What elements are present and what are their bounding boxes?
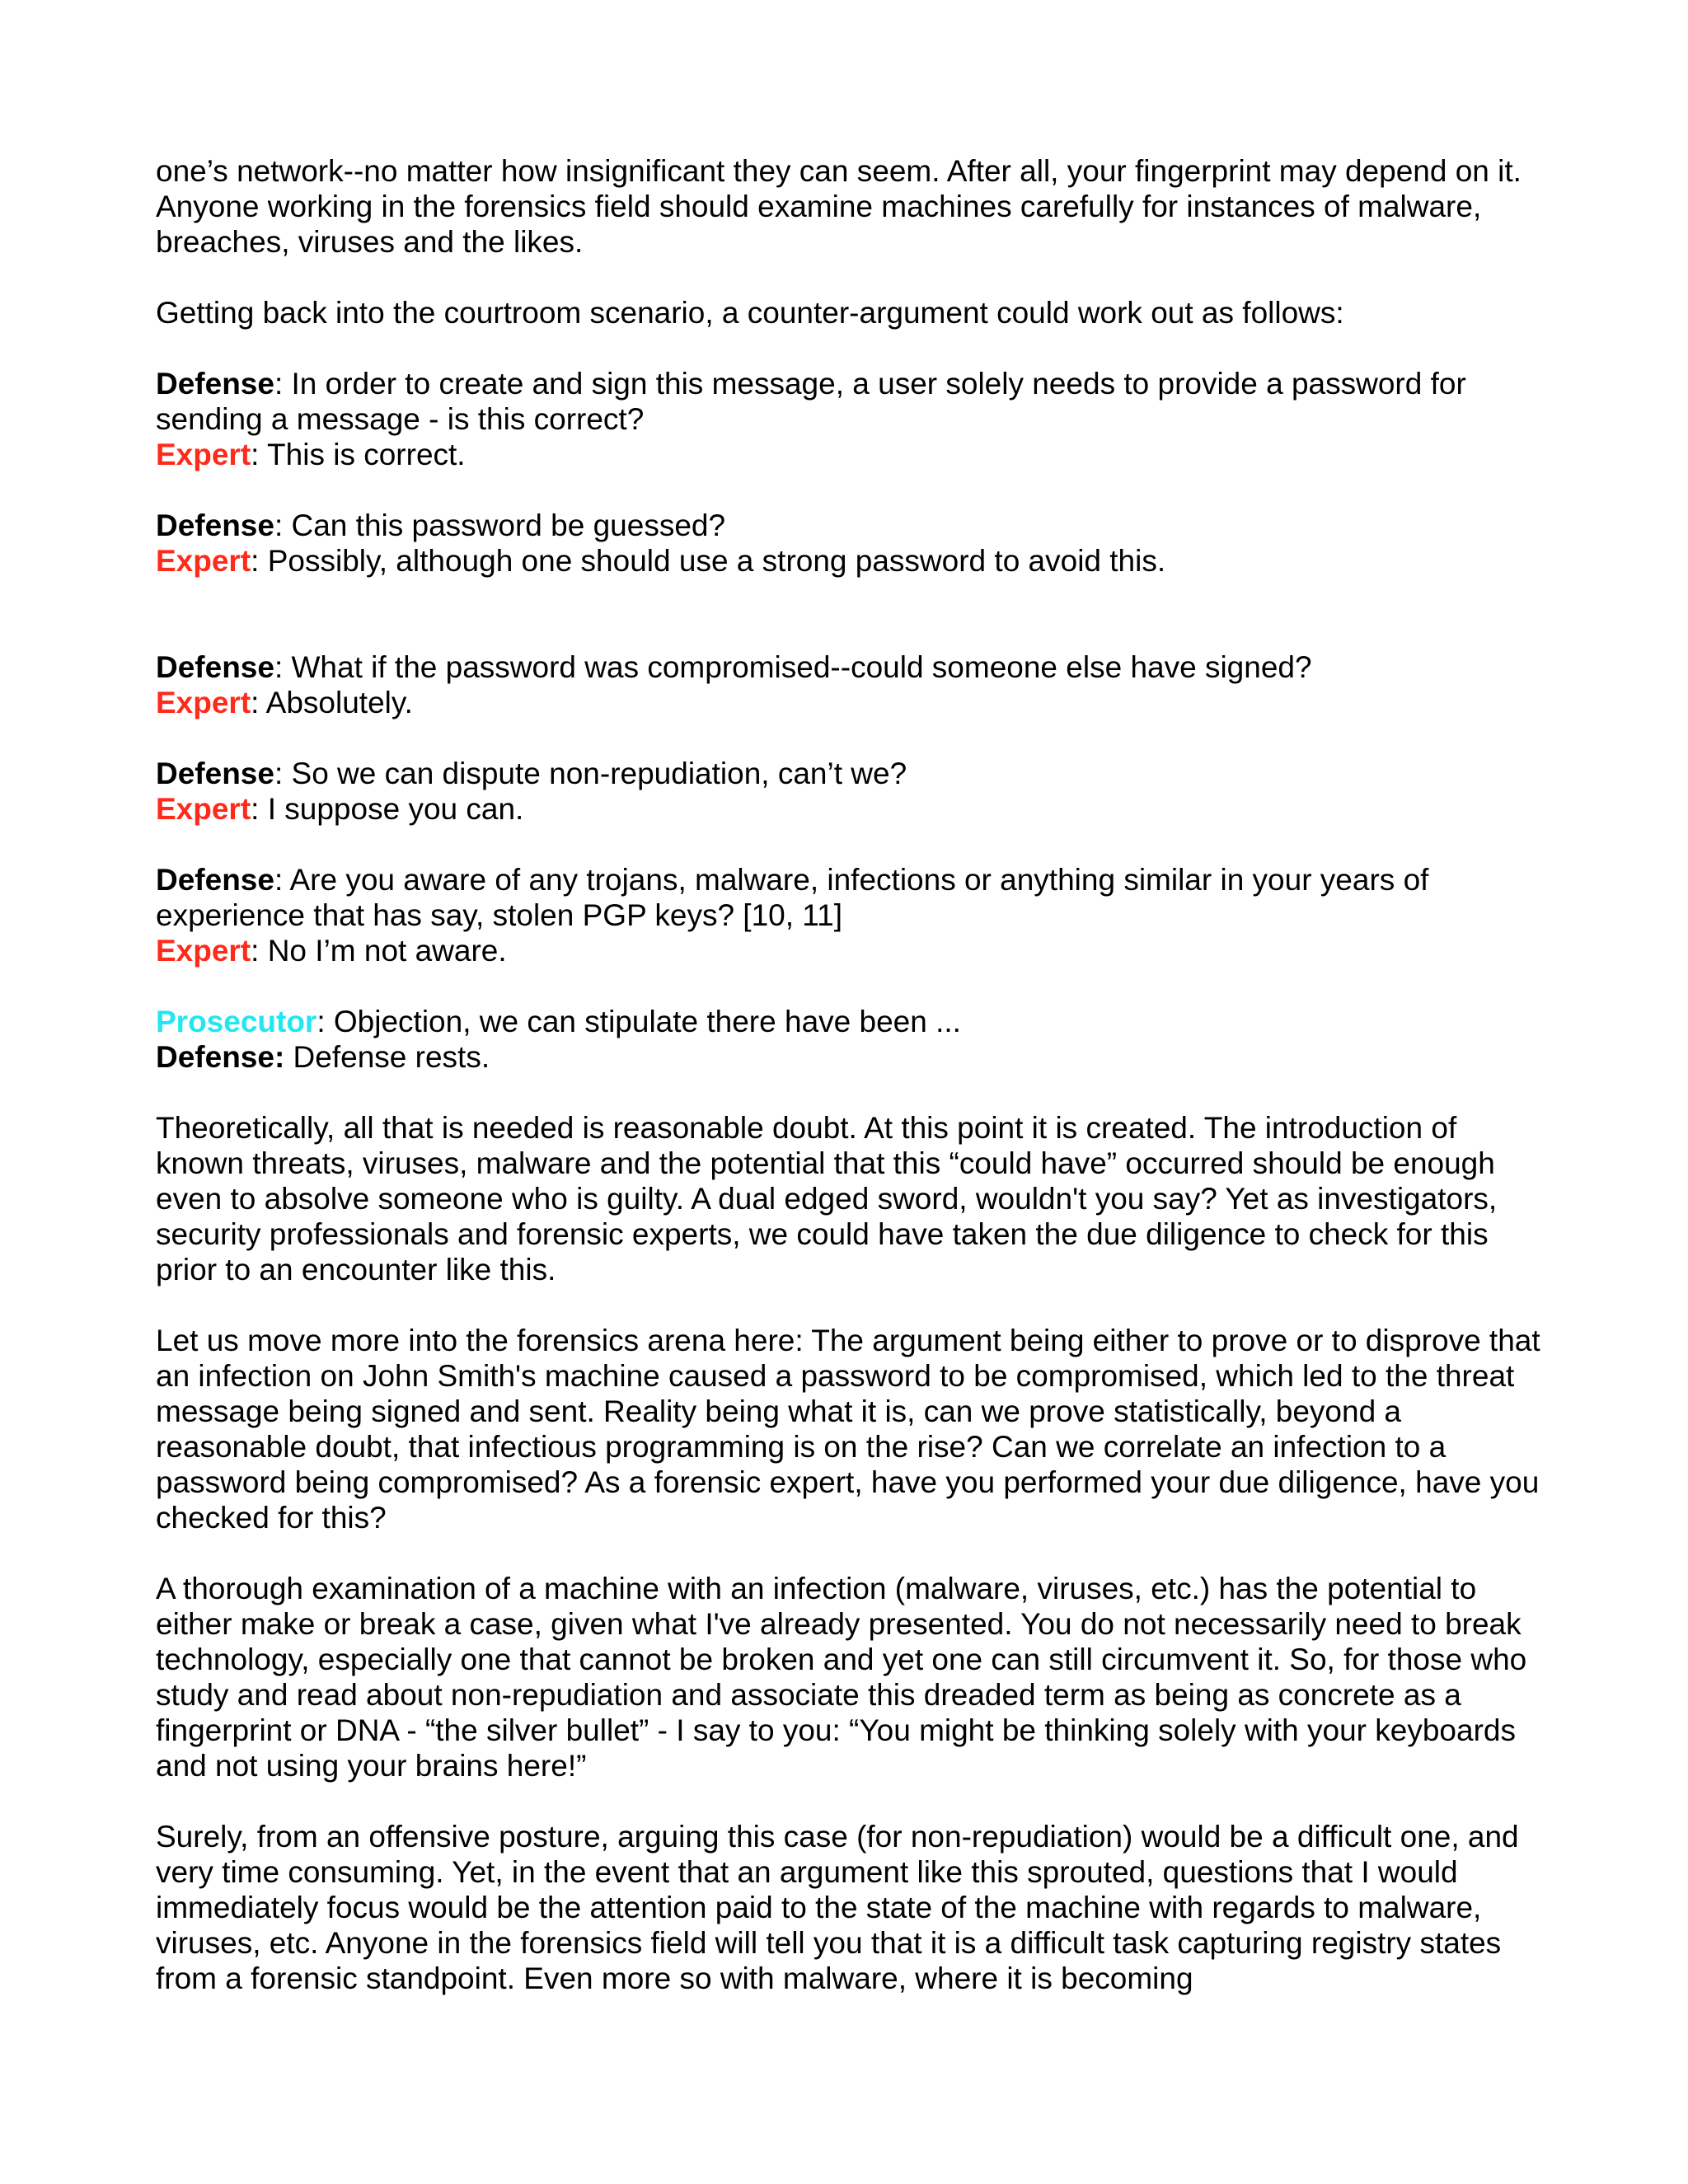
dialogue-exchange [156, 862, 1549, 968]
defense-question-text: : Can this password be guessed? [274, 509, 726, 542]
document-body [156, 153, 1549, 2032]
expert-answer-text: : Possibly, although one should use a strong password to avoid this. [251, 544, 1166, 578]
defense-line [156, 862, 1549, 933]
expert-line [156, 685, 1549, 720]
defense-question-text: : What if the password was compromised--could someone else have signed? [274, 650, 1312, 684]
dialogue-exchange [156, 649, 1549, 720]
defense-line [156, 508, 1549, 543]
expert-speaker-label: Expert [156, 544, 251, 578]
paragraph-courtroom: Getting back into the courtroom scenario, a counter-argument could work out as follows: [156, 296, 1344, 330]
defense-line [156, 756, 1549, 791]
dialogue-exchange [156, 508, 1549, 579]
expert-answer-text: : I suppose you can. [251, 792, 524, 826]
closing-exchange [156, 1004, 1549, 1075]
defense-rests-line [156, 1039, 1549, 1075]
dialogue-exchange [156, 756, 1549, 827]
expert-line [156, 437, 1549, 472]
expert-line [156, 933, 1549, 968]
paragraph-theoretically: Theoretically, all that is needed is reasonable doubt. At this point it is created. The introduction of known threats, viruses, malware and the potential that this “could have” occurred should be enough even to absolve someone who is guilty. A dual edged sword, wouldn't you say? Yet as investigators, security professionals and forensic experts, we could have taken the due diligence to check for this prior to an encounter like this. [156, 1111, 1498, 1286]
expert-speaker-label: Expert [156, 792, 251, 826]
defense-question-text: : In order to create and sign this message, a user solely needs to provide a password for sending a message - is this correct? [156, 367, 1466, 436]
paragraph-thorough: A thorough examination of a machine with an infection (malware, viruses, etc.) has the potential to either make or break a case, given what I've already presented. You do not necessarily need to break technology, especially one that cannot be broken and yet one can still circumvent it. So, for those who study and read about non-repudiation and associate this dreaded term as being as concrete as a fingerprint or DNA - “the silver bullet” - I say to you: “You might be thinking solely with your keyboards and not using your brains here!” [156, 1572, 1527, 1783]
defense-speaker-label: Defense [156, 757, 274, 790]
paragraph-let-us-move: Let us move more into the forensics arena here: The argument being either to prove or to disprove that an infection on John Smith's machine caused a password to be compromised, which led to the threat message being signed and sent. Reality being what it is, can we prove statistically, beyond a reasonable doubt, that infectious programming is on the rise? Can we correlate an infection to a password being compromised? As a forensic expert, have you performed your due diligence, have you checked for this? [156, 1324, 1540, 1535]
dialogue-exchange [156, 366, 1549, 472]
defense-question-text: : So we can dispute non-repudiation, can’t we? [274, 757, 907, 790]
expert-line [156, 791, 1549, 827]
defense-speaker-label: Defense [156, 650, 274, 684]
prosecutor-objection-text: : Objection, we can stipulate there have been ... [316, 1005, 961, 1038]
prosecutor-speaker-label: Prosecutor [156, 1005, 317, 1038]
defense-speaker-label: Defense [156, 863, 274, 897]
paragraph-intro: one’s network--no matter how insignificant they can seem. After all, your fingerprint may depend on it. Anyone working in the forensics field should examine machines carefully for instances of malware, breaches, viruses and the likes. [156, 154, 1522, 259]
defense-line [156, 366, 1549, 437]
defense-line [156, 649, 1549, 685]
defense-rests-label: Defense: [156, 1040, 285, 1074]
expert-answer-text: : No I’m not aware. [251, 934, 507, 968]
expert-line [156, 543, 1549, 579]
defense-question-text: : Are you aware of any trojans, malware, infections or anything similar in your years of experience that has say, stolen PGP keys? [10, 11] [156, 863, 1429, 932]
defense-speaker-label: Defense [156, 367, 274, 401]
defense-speaker-label: Defense [156, 509, 274, 542]
defense-rests-text: Defense rests. [284, 1040, 490, 1074]
expert-speaker-label: Expert [156, 686, 251, 719]
expert-answer-text: : Absolutely. [251, 686, 413, 719]
expert-speaker-label: Expert [156, 438, 251, 471]
paragraph-surely: Surely, from an offensive posture, arguing this case (for non-repudiation) would be a difficult one, and very time consuming. Yet, in the event that an argument like this sprouted, questions that I would immediately focus would be the attention paid to the state of the machine with regards to malware, viruses, etc. Anyone in the forensics field will tell you that it is a difficult task capturing registry states from a forensic standpoint. Even more so with malware, where it is becoming [156, 1820, 1519, 1995]
prosecutor-line [156, 1004, 1549, 1039]
expert-speaker-label: Expert [156, 934, 251, 968]
expert-answer-text: : This is correct. [251, 438, 466, 471]
